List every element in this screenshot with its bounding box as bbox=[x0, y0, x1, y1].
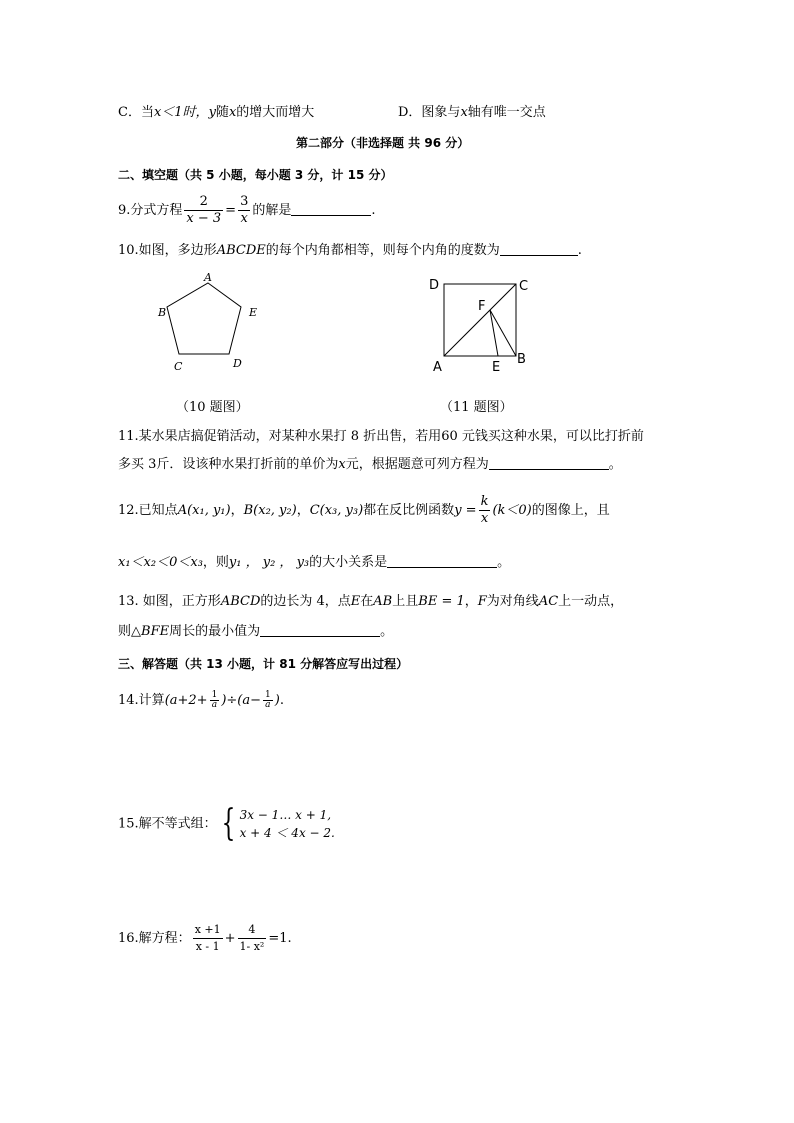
q13-ac: AC bbox=[538, 594, 559, 609]
q13-ab: AB bbox=[373, 594, 393, 609]
q16-prefix: 16.解方程： bbox=[118, 931, 191, 946]
option-d-prefix: D．图象与 bbox=[398, 105, 461, 120]
option-d bbox=[398, 104, 546, 122]
option-d-end: 轴有唯一交点 bbox=[467, 105, 546, 120]
q14-n2: 1 bbox=[265, 690, 271, 700]
q15-brace: { bbox=[221, 803, 236, 844]
q13-answer-blank[interactable] bbox=[260, 636, 380, 637]
question-13-line-2 bbox=[118, 623, 393, 641]
option-c-y: y bbox=[208, 105, 216, 120]
q12-sep2: ， bbox=[296, 503, 310, 518]
option-c-x: x bbox=[228, 105, 237, 120]
question-9 bbox=[118, 194, 376, 227]
q14-n1: 1 bbox=[211, 690, 218, 700]
q10-answer-blank[interactable] bbox=[500, 255, 578, 256]
q16-fraction-1 bbox=[193, 922, 223, 955]
q9-f1-num: 2 bbox=[184, 194, 223, 211]
figure-10-pentagon bbox=[150, 268, 280, 378]
option-c-mid: 随 bbox=[215, 105, 229, 120]
q14-prefix: 14.计算 bbox=[118, 693, 165, 708]
q11-line2-a: 多买 3斤．设该种水果打折前的单价为 bbox=[118, 457, 339, 472]
fig10-label-d: D bbox=[233, 357, 242, 370]
q12-line2-condition: x₁＜x₂＜0＜x₃ bbox=[118, 555, 203, 570]
q14-d1: a bbox=[211, 700, 218, 710]
q9-prefix: 9.分式方程 bbox=[118, 203, 183, 218]
q12-answer-blank[interactable] bbox=[387, 567, 497, 568]
fig11-label-d: D bbox=[429, 278, 440, 293]
q9-suffix: 的解是 bbox=[252, 203, 292, 218]
q16-fraction-2 bbox=[238, 922, 267, 955]
q11-line2-b: 元，根据题意可列方程为 bbox=[345, 457, 489, 472]
q12-mid: 都在反比例函数 bbox=[363, 503, 455, 518]
q15-eq2: x + 4 ＜ 4x − 2. bbox=[239, 826, 335, 840]
figure-11-caption: （11 题图） bbox=[440, 400, 513, 415]
q9-answer-blank[interactable] bbox=[291, 215, 371, 216]
q9-f2-den: x bbox=[240, 211, 248, 226]
q11-end: 。 bbox=[608, 457, 622, 472]
q13-line1-a: 13. 如图，正方形 bbox=[118, 594, 221, 609]
q9-equals: = bbox=[225, 203, 237, 218]
question-16 bbox=[118, 922, 292, 956]
fig11-label-e: E bbox=[492, 360, 501, 375]
q11-x: x bbox=[338, 457, 346, 472]
q12-k-num: k bbox=[480, 494, 489, 509]
q9-end: . bbox=[371, 203, 376, 218]
pentagon-shape bbox=[167, 283, 241, 354]
q14-fraction-2 bbox=[263, 691, 273, 710]
q15-system bbox=[240, 806, 335, 842]
q12-point-b: B bbox=[243, 503, 254, 518]
fig11-label-a: A bbox=[433, 360, 442, 375]
question-14 bbox=[118, 690, 284, 712]
question-12-line-1 bbox=[118, 494, 610, 528]
q12-condition: (k＜0) bbox=[492, 503, 532, 518]
q13-f: F bbox=[477, 594, 487, 609]
q12-end: 。 bbox=[497, 555, 511, 570]
q16-f1-den: x - 1 bbox=[195, 940, 220, 953]
q16-plus: + bbox=[224, 931, 236, 946]
q12-line2-suffix: 的大小关系是 bbox=[309, 555, 388, 570]
question-15 bbox=[118, 803, 335, 844]
q13-line2-a: 则 bbox=[118, 624, 132, 639]
q12-point-a: A bbox=[177, 503, 188, 518]
q14-expr-c: ) bbox=[274, 693, 280, 708]
q9-f2-num: 3 bbox=[240, 194, 249, 209]
question-10 bbox=[118, 242, 582, 260]
q14-expr-b: )÷(a− bbox=[221, 693, 261, 708]
section3-title: 三、解答题（共 13 小题，计 81 分解答应写出过程） bbox=[118, 657, 409, 671]
q14-d2: a bbox=[265, 700, 271, 710]
diagonal-ac bbox=[444, 284, 516, 356]
section2-title: 二、填空题（共 5 小题，每小题 3 分，计 15 分） bbox=[118, 168, 393, 182]
q12-c-coords: (x₃, y₃) bbox=[319, 503, 364, 518]
q10-text-b: 的每个内角都相等，则每个内角的度数为 bbox=[265, 243, 500, 258]
q12-y-eq: y = bbox=[454, 503, 477, 518]
q13-line1-f: 为对角线 bbox=[486, 594, 539, 609]
fig10-label-a: A bbox=[204, 271, 212, 284]
question-11-line-1: 11.某水果店搞促销活动，对某种水果打 8 折出售，若用60 元钱买这种水果，可以比打折前 bbox=[118, 429, 644, 444]
fig10-label-b: B bbox=[158, 306, 167, 319]
q12-ys: y₁ ， y₂ ， y₃ bbox=[228, 555, 310, 570]
figure-11-square bbox=[420, 272, 540, 380]
q10-polygon: ABCDE bbox=[216, 243, 266, 258]
q9-fraction-2 bbox=[238, 194, 250, 227]
option-d-x: x bbox=[460, 105, 468, 120]
q16-f2-num: 4 bbox=[238, 922, 267, 939]
option-c-end: 的增大而增大 bbox=[236, 105, 315, 120]
q11-answer-blank[interactable] bbox=[489, 469, 609, 470]
fig10-label-e: E bbox=[249, 306, 258, 319]
fig11-label-c: C bbox=[519, 279, 529, 294]
q16-end: . bbox=[287, 931, 292, 946]
q12-sep1: ， bbox=[230, 503, 244, 518]
q12-a-coords: (x₁, y₁) bbox=[187, 503, 231, 518]
part2-title: 第二部分（非选择题 共 96 分） bbox=[296, 136, 470, 150]
q13-triangle: △BFE bbox=[131, 624, 170, 639]
q14-fraction-1 bbox=[210, 691, 220, 710]
q13-end: 。 bbox=[380, 624, 394, 639]
q12-k-den: x bbox=[480, 511, 489, 526]
q14-end: . bbox=[279, 693, 284, 708]
fig11-label-b: B bbox=[517, 352, 526, 367]
q10-end: . bbox=[577, 243, 582, 258]
option-c-prefix: C．当 bbox=[118, 105, 154, 120]
q13-abcd: ABCD bbox=[220, 594, 261, 609]
q13-line1-g: 上一动点， bbox=[558, 594, 624, 609]
q13-line1-b: 的边长为 4，点 bbox=[260, 594, 351, 609]
question-12-line-2 bbox=[118, 554, 510, 572]
fig10-label-c: C bbox=[174, 360, 183, 373]
q15-eq1: 3x − 1… x + 1, bbox=[239, 808, 332, 822]
q16-f2-den: 1- x² bbox=[239, 940, 265, 953]
option-c-condition: x＜1时， bbox=[153, 105, 209, 120]
q13-line1-d: 上且 bbox=[392, 594, 419, 609]
q9-f1-den: x − 3 bbox=[186, 211, 222, 226]
q15-prefix: 15.解不等式组： bbox=[118, 816, 217, 832]
q13-line1-e: ， bbox=[464, 594, 478, 609]
q12-b-coords: (x₂, y₂) bbox=[253, 503, 297, 518]
fig11-label-f: F bbox=[478, 299, 486, 314]
question-11-line-2 bbox=[118, 456, 622, 474]
option-c bbox=[118, 104, 314, 122]
q16-f1-num: x +1 bbox=[193, 922, 223, 939]
q12-point-c: C bbox=[309, 503, 320, 518]
question-13-line-1 bbox=[118, 593, 623, 611]
q12-k-fraction bbox=[479, 494, 491, 527]
q13-be1: BE = 1 bbox=[418, 594, 465, 609]
q13-line2-b: 周长的最小值为 bbox=[169, 624, 261, 639]
q10-text-a: 10.如图，多边形 bbox=[118, 243, 217, 258]
q12-suffix: 的图像上，且 bbox=[531, 503, 610, 518]
q12-prefix: 12.已知点 bbox=[118, 503, 178, 518]
q12-line2-mid: ，则 bbox=[202, 555, 229, 570]
q14-expr-a: (a+2+ bbox=[164, 693, 208, 708]
q13-e: E bbox=[350, 594, 361, 609]
q9-fraction-1 bbox=[184, 194, 223, 227]
q16-rhs: =1 bbox=[268, 931, 288, 946]
figure-10-caption: （10 题图） bbox=[176, 400, 249, 415]
q13-line1-c: 在 bbox=[360, 594, 374, 609]
